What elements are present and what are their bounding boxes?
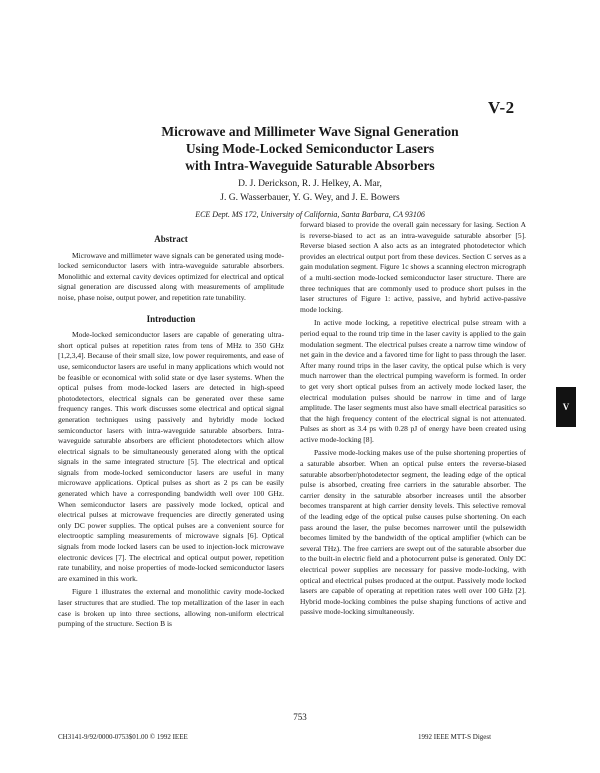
page-number: 753 xyxy=(293,712,307,722)
footer-copyright: CH3141-9/92/0000-0753$01.00 © 1992 IEEE xyxy=(58,733,188,741)
left-column xyxy=(58,228,284,633)
introduction-paragraph: Mode-locked semiconductor lasers are capable of generating ultra-short optical pulses at repetition rates from tens of MHz to 350 GHz [1,2,3,4]. Because of their small size, low power requirements, and ease of use, semiconductor lasers are useful in many applications which would not be feasible or economical with solid state or dye laser systems. When the optical pulses from mode-locked lasers are detected in high-speed photodetectors, electrical signals can be generated over these same frequency ranges. This work discusses some electrical and optical signal generation techniques using passively and hybridly mode locked semiconductor lasers with intra-waveguide saturable absorbers. Intra-waveguide saturable absorbers are efficient photodetectors which allow electrical signals to be simultaneously generated along with the optical signals in the same integrated structure [5]. The electrical and optical signals from mode-locked semiconductor lasers are useful in many microwave applications. Optical pulses as short as 2 ps can be easily generated which have a corresponding bandwidth well over 100 GHz. When semiconductor lasers are passively mode locked, optical and electrical pulses at microwave frequencies are directly generated using only DC power supplies. The optical pulses are a convenient source for electrooptic sampling measurements of microwave signals [6]. Optical signals from mode locked lasers can be used to injection-lock microwave electronic devices [7]. The electrical and optical output power, repetition rate tunability, and noise properties of mode-locked semiconductor lasers are examined in this work. xyxy=(58,330,284,583)
abstract-text: Microwave and millimeter wave signals can be generated using mode-locked semiconductor lasers with intra-waveguide saturable absorbers. Monolithic and external cavity devices optimized for electrical and optical signal generation are discussed along with measurements of amplitude noise, phase noise, output power, and repetition rate tunability. xyxy=(58,250,284,302)
body-paragraph: In active mode locking, a repetitive electrical pulse stream with a period equal to the round trip time in the laser cavity is applied to the gain modulation segment. The electrical pulses create a narrow time window of net gain in the device and a favored time for light to pass through the laser. After many round trips in the laser cavity, the optical pulse which is very much narrower than the electrical pumping waveform is formed. In order to get very short optical pulses from an actively mode locked laser, the electrical modulation pulses should be narrow in time and of large amplitude. The laser segments must also have small electrical parasitics so that the high frequency content of the electrical signal is not attenuated. Pulses as short as 3.4 ps with 0.28 pJ of energy have been created using active mode-locking [8]. xyxy=(300,318,526,444)
authors xyxy=(100,177,520,205)
paper-title-line-2: Using Mode-Locked Semiconductor Lasers xyxy=(185,141,435,156)
right-column xyxy=(300,220,526,621)
abstract-heading: Abstract xyxy=(154,234,188,244)
introduction-heading: Introduction xyxy=(146,313,196,324)
title-block xyxy=(100,123,520,205)
affiliation: ECE Dept. MS 172, University of California, Santa Barbara, CA 93106 xyxy=(195,210,425,219)
authors-line-1: D. J. Derickson, R. J. Helkey, A. Mar, xyxy=(238,179,382,189)
paper-title-line-3: with Intra-Waveguide Saturable Absorbers xyxy=(185,158,435,173)
paper-title-line-1: Microwave and Millimeter Wave Signal Generation xyxy=(161,124,459,139)
authors-line-2: J. G. Wasserbauer, Y. G. Wey, and J. E. Bowers xyxy=(220,193,400,203)
introduction-paragraph: Figure 1 illustrates the external and monolithic cavity mode-locked laser structures that are studied. The top metallization of the laser in each case is broken up into three sections, allowing non-uniform electrical pumping of the structure. Section B is xyxy=(58,587,284,629)
body-paragraph: forward biased to provide the overall gain necessary for lasing. Section A is reverse-biased to act as an intra-waveguide saturable absorber [5]. Reverse biased section A also acts as an integrated photodetector which provides an electrical output port from these devices. Section C serves as a gain modulation segment. Figure 1c shows a scanning electron micrograph of a multi-section mode-locked semiconductor laser structure. There are three techniques that are commonly used to produce short pulses in the laser structures of Figure 1: active, passive, and hybrid active-passive mode locking. xyxy=(300,220,526,314)
footer-digest: 1992 IEEE MTT-S Digest xyxy=(418,733,492,741)
body-paragraph: Passive mode-locking makes use of the pulse shortening properties of a saturable absorber. When an optical pulse enters the reverse-biased saturable absorber/photodetector segment, the leading edge of the optical pulse is absorbed, creating free carriers in the saturable absorber. The carrier density in the saturable absorber increases until the absorber becomes transparent at high carrier density levels. This selective removal of the leading edge of the optical pulse causes pulse shortening. On each pass around the laser, the pulse becomes narrower until the pulsewidth becomes limited by the bandwidth of the optical amplifier (which can be several THz). The free carriers are swept out of the saturable absorber due to the built-in electric field and a photocurrent pulse is generated. Only DC electrical power supplies are necessary for passive mode-locking, with optical and electrical pulses produced at the output. Passively mode locked lasers are capable of operating at repetition rates well over 100 GHz [2]. Hybrid mode-locking combines the pulse shaping functions of active and passive mode-locking simultaneously. xyxy=(300,448,526,617)
section-tab: V xyxy=(556,387,576,427)
session-code: V-2 xyxy=(488,98,515,117)
